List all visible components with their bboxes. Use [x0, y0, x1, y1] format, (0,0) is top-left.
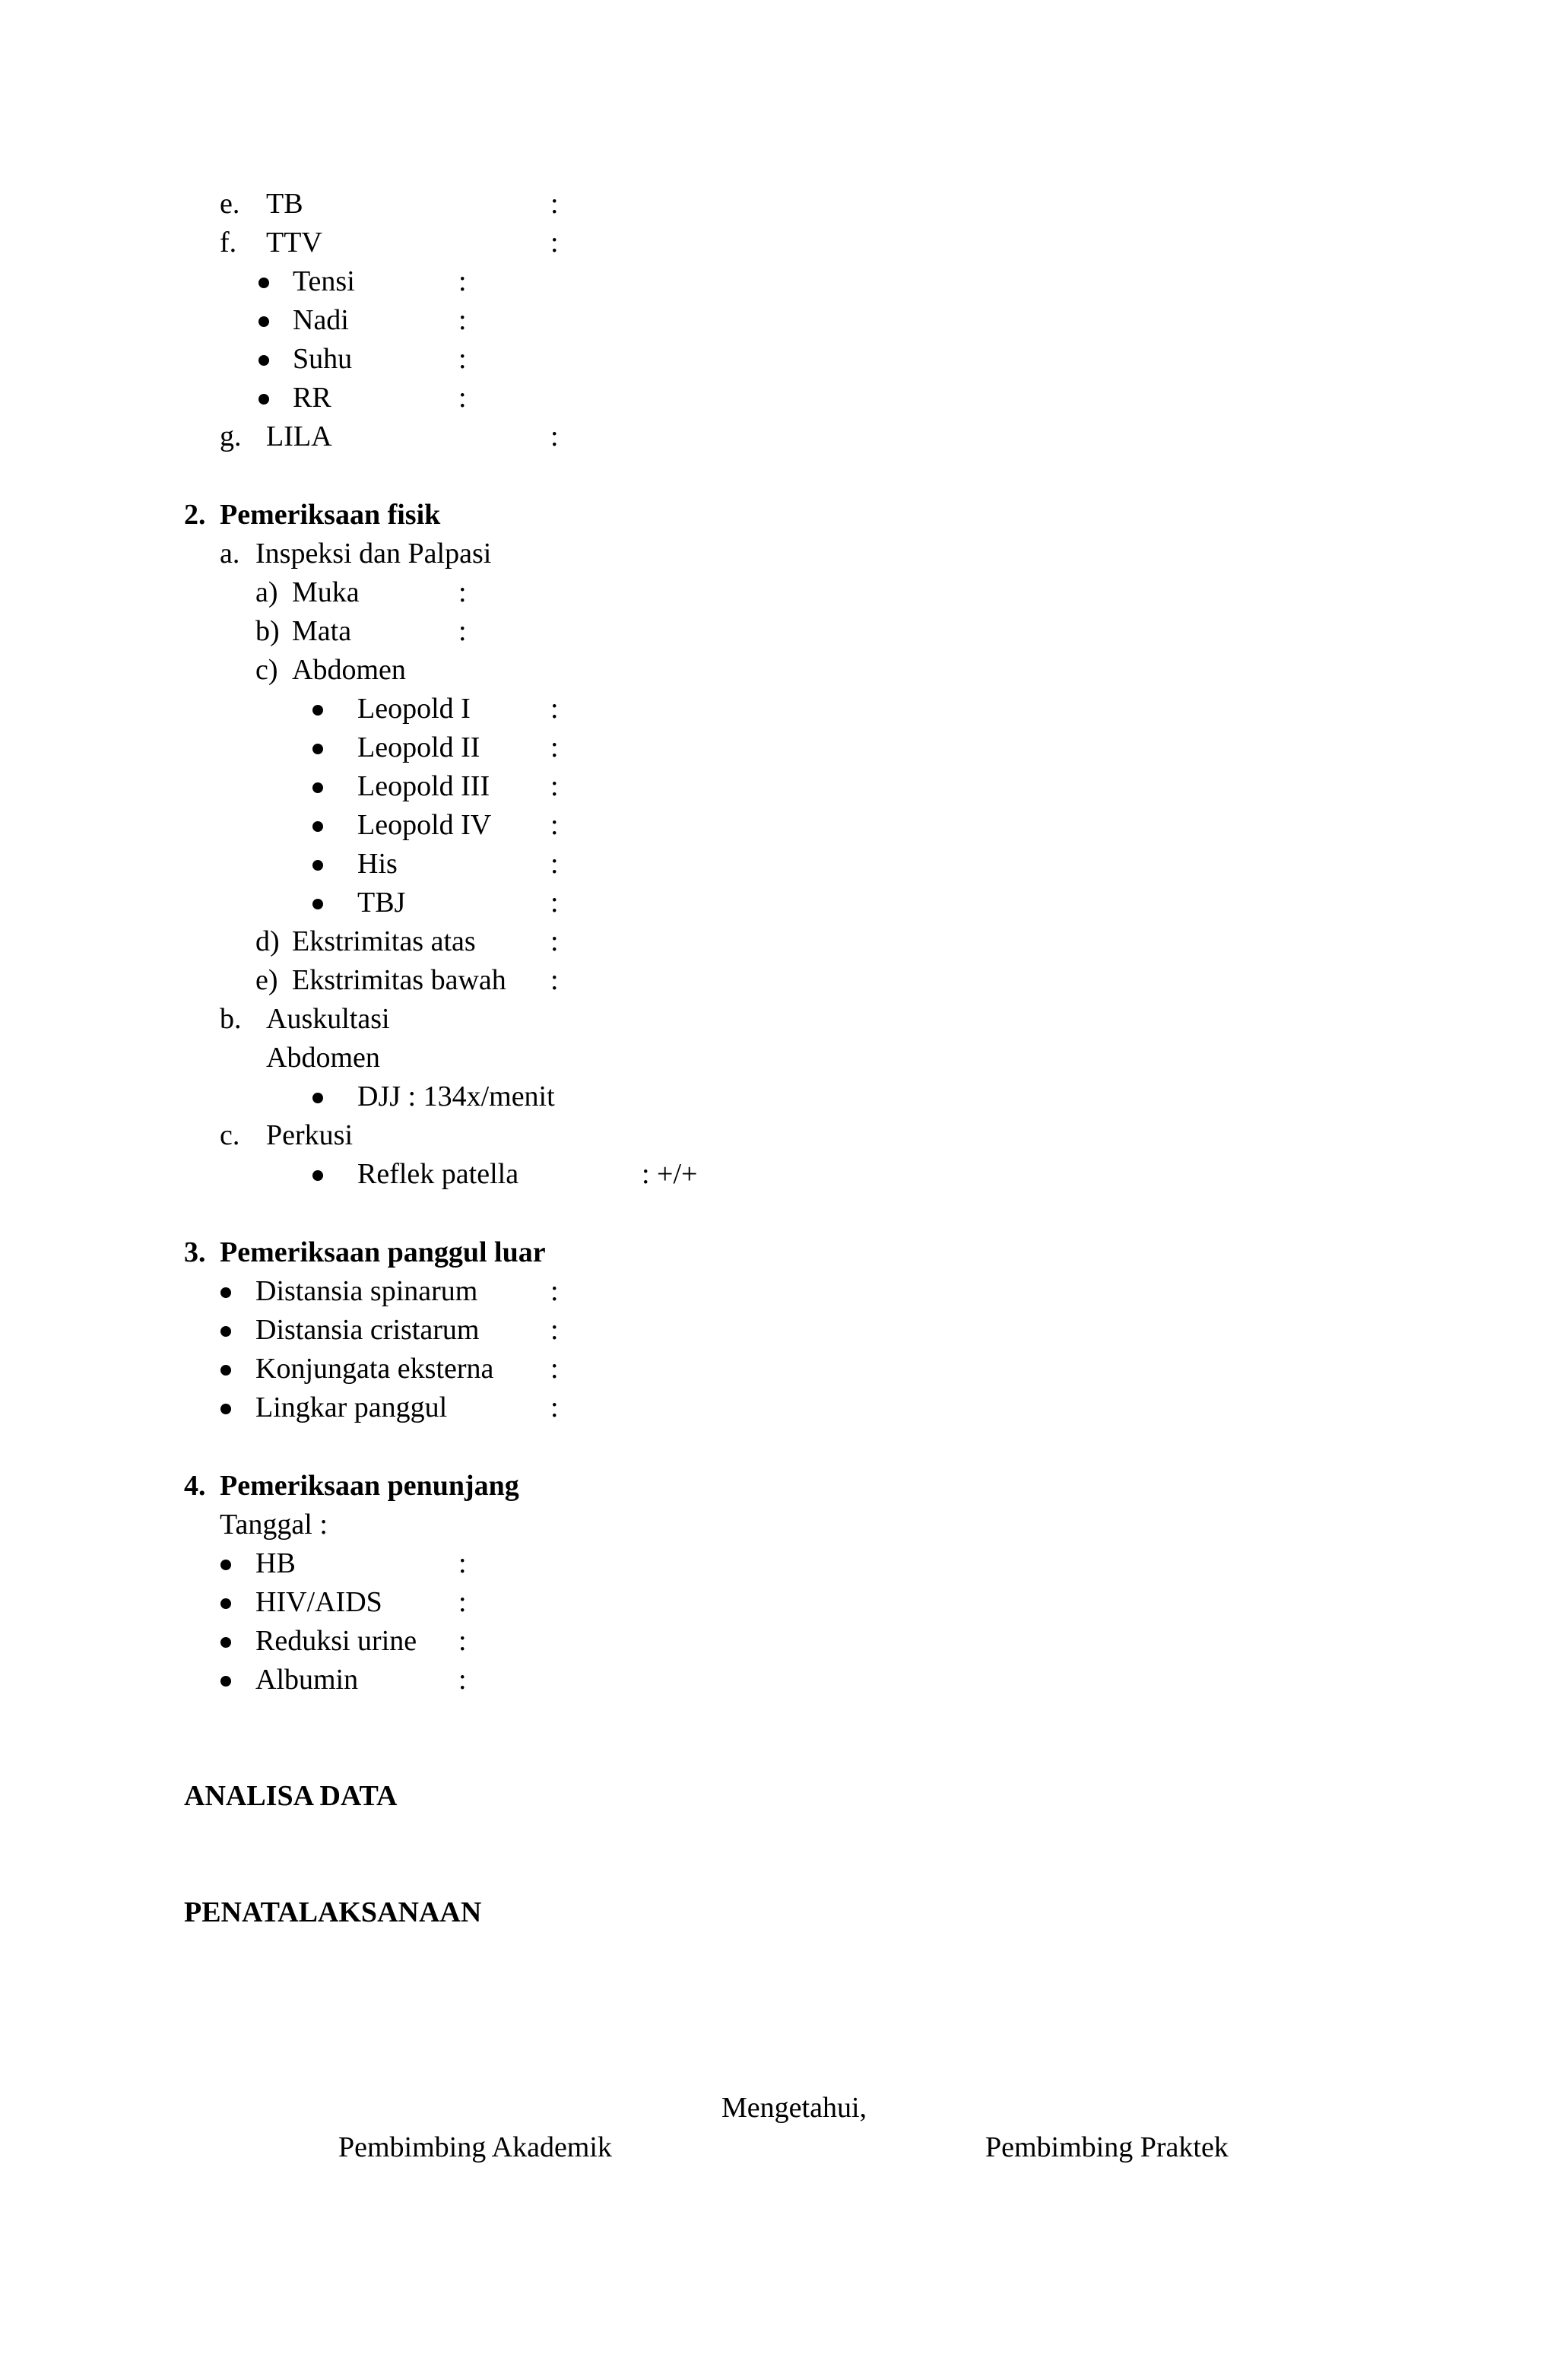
field-label-distansia-spinarum: Distansia spinarum [255, 1275, 478, 1307]
subsection-label: Inspeksi dan Palpasi [255, 538, 492, 570]
field-colon: : [550, 770, 559, 802]
subsection-label: Perkusi [266, 1119, 353, 1151]
field-colon: : [550, 848, 559, 880]
field-colon: : [458, 343, 467, 375]
bullet-icon [312, 860, 323, 871]
field-label-hiv-aids: HIV/AIDS [255, 1586, 382, 1618]
field-colon: : [458, 1625, 467, 1657]
field-label-leopold-1: Leopold I [357, 693, 471, 725]
item-marker: b) [255, 615, 280, 647]
field-label-lila: LILA [266, 420, 332, 452]
practice-advisor-label: Pembimbing Praktek [985, 2131, 1229, 2163]
field-label-leopold-4: Leopold IV [357, 809, 492, 841]
item-marker: c) [255, 654, 278, 686]
field-label-leopold-2: Leopold II [357, 731, 480, 763]
field-colon: : [550, 1314, 559, 1346]
academic-advisor-label: Pembimbing Akademik [338, 2131, 612, 2163]
djj-value: DJJ : 134x/menit [357, 1081, 555, 1112]
field-colon: : [458, 576, 467, 608]
field-label-ttv: TTV [266, 227, 322, 259]
section-number: 2. [184, 499, 206, 531]
field-label-nadi: Nadi [293, 304, 349, 336]
bullet-icon [220, 1326, 231, 1337]
field-label-tensi: Tensi [293, 265, 355, 297]
field-colon: : [550, 809, 559, 841]
field-label-reflex-patella: Reflek patella [357, 1158, 519, 1190]
bullet-icon [312, 1093, 323, 1103]
item-marker: b. [220, 1003, 242, 1035]
bullet-icon [220, 1365, 231, 1376]
item-marker: e. [220, 188, 240, 220]
field-colon: : [458, 265, 467, 297]
acknowledged-label: Mengetahui, [721, 2092, 867, 2124]
bullet-icon [258, 316, 269, 327]
section-number: 4. [184, 1470, 206, 1502]
field-label-leopold-3: Leopold III [357, 770, 490, 802]
field-colon: : [550, 1275, 559, 1307]
item-marker: a) [255, 576, 278, 608]
bullet-icon [220, 1404, 231, 1414]
item-marker: e) [255, 964, 278, 996]
field-label-hb: HB [255, 1547, 296, 1579]
item-marker: d) [255, 925, 280, 957]
field-colon: : [458, 1664, 467, 1696]
section-heading: Pemeriksaan penunjang [220, 1470, 519, 1502]
field-label-reduksi-urine: Reduksi urine [255, 1625, 417, 1657]
field-colon: : [550, 731, 559, 763]
field-label-lingkar-panggul: Lingkar panggul [255, 1392, 448, 1423]
reflex-patella-value: : +/+ [642, 1158, 698, 1190]
field-colon: : [458, 382, 467, 414]
bullet-icon [220, 1560, 231, 1570]
analysis-heading: ANALISA DATA [184, 1780, 398, 1812]
bullet-icon [220, 1676, 231, 1687]
bullet-icon [258, 278, 269, 288]
item-marker: c. [220, 1119, 240, 1151]
field-label-rr: RR [293, 382, 331, 414]
field-label-lower-extremities: Ekstrimitas bawah [292, 964, 506, 996]
section-heading: Pemeriksaan panggul luar [220, 1236, 546, 1268]
field-colon: : [550, 227, 559, 259]
field-colon: : [550, 1353, 559, 1385]
field-label-tbj: TBJ [357, 887, 406, 919]
bullet-icon [312, 744, 323, 754]
bullet-icon [312, 899, 323, 909]
field-label-abdomen: Abdomen [292, 654, 406, 686]
field-colon: : [458, 1586, 467, 1618]
field-colon: : [550, 887, 559, 919]
field-colon: : [550, 188, 559, 220]
subsection-label: Auskultasi [266, 1003, 390, 1035]
date-label: Tanggal : [220, 1509, 328, 1541]
field-colon: : [458, 304, 467, 336]
field-colon: : [550, 925, 559, 957]
item-marker: a. [220, 538, 240, 570]
bullet-icon [312, 782, 323, 793]
section-heading: Pemeriksaan fisik [220, 499, 441, 531]
section-number: 3. [184, 1236, 206, 1268]
field-label-his: His [357, 848, 398, 880]
field-label-muka: Muka [292, 576, 360, 608]
bullet-icon [312, 1170, 323, 1181]
field-colon: : [550, 964, 559, 996]
field-label-albumin: Albumin [255, 1664, 359, 1696]
field-label-konjungata-eksterna: Konjungata eksterna [255, 1353, 494, 1385]
field-colon: : [550, 1392, 559, 1423]
bullet-icon [258, 394, 269, 405]
bullet-icon [312, 705, 323, 716]
field-colon: : [458, 1547, 467, 1579]
field-label-distansia-cristarum: Distansia cristarum [255, 1314, 480, 1346]
bullet-icon [258, 355, 269, 366]
field-colon: : [550, 693, 559, 725]
field-label-tb: TB [266, 188, 303, 220]
subsection-sublabel: Abdomen [266, 1042, 380, 1074]
item-marker: g. [220, 420, 242, 452]
field-label-upper-extremities: Ekstrimitas atas [292, 925, 476, 957]
field-label-suhu: Suhu [293, 343, 353, 375]
bullet-icon [220, 1287, 231, 1298]
item-marker: f. [220, 227, 237, 259]
field-colon: : [458, 615, 467, 647]
bullet-icon [220, 1637, 231, 1648]
bullet-icon [220, 1598, 231, 1609]
field-label-mata: Mata [292, 615, 352, 647]
field-colon: : [550, 420, 559, 452]
management-heading: PENATALAKSANAAN [184, 1896, 482, 1928]
bullet-icon [312, 821, 323, 832]
